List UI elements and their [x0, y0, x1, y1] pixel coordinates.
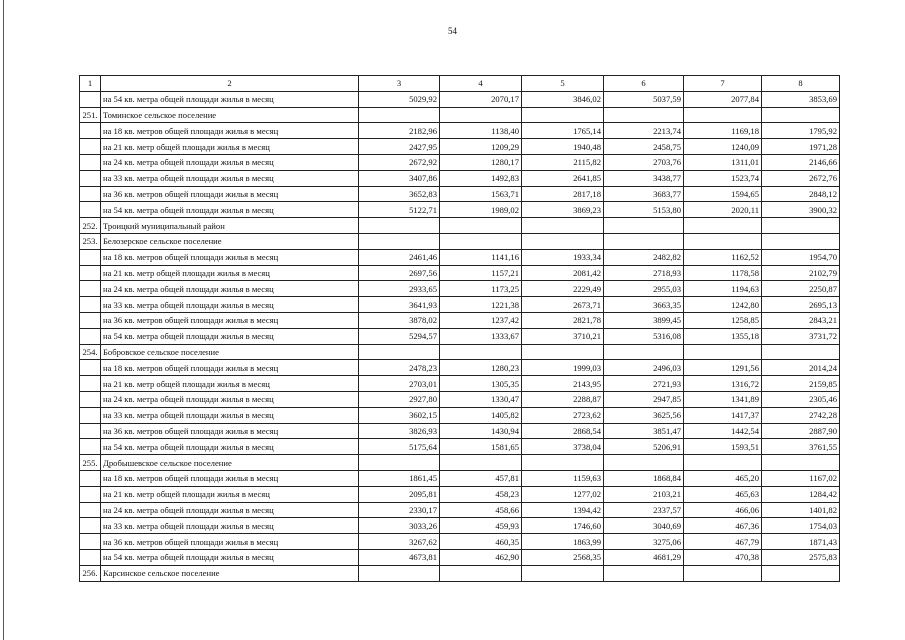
section-title: Троицкий муниципальный район: [101, 218, 359, 234]
value-cell: 1563,71: [440, 186, 522, 202]
value-cell: 3846,02: [522, 91, 604, 107]
row-index: 251.: [80, 107, 101, 123]
value-cell: 2146,66: [762, 154, 840, 170]
value-cell: 1209,29: [440, 139, 522, 155]
value-cell: 3663,35: [604, 297, 684, 313]
value-cell: 1754,03: [762, 518, 840, 534]
value-cell: 3761,55: [762, 439, 840, 455]
value-cell: 1277,02: [522, 486, 604, 502]
value-cell: 1523,74: [684, 170, 762, 186]
table-row: [80, 423, 840, 439]
column-number: 2: [101, 76, 359, 92]
column-number: 1: [80, 76, 101, 92]
row-index: [80, 486, 101, 502]
row-label: на 18 кв. метров общей площади жилья в месяц: [101, 249, 359, 265]
table-row: [80, 391, 840, 407]
section-title: Белозерское сельское поселение: [101, 233, 359, 249]
value-cell: 2695,13: [762, 297, 840, 313]
value-cell: 1746,60: [522, 518, 604, 534]
empty-cell: [604, 565, 684, 581]
empty-cell: [359, 233, 440, 249]
value-cell: 2081,42: [522, 265, 604, 281]
table-row: [80, 281, 840, 297]
value-cell: 1167,02: [762, 470, 840, 486]
value-cell: 1492,83: [440, 170, 522, 186]
value-cell: 1305,35: [440, 376, 522, 392]
section-row: [80, 107, 840, 123]
empty-cell: [604, 344, 684, 360]
value-cell: 3853,69: [762, 91, 840, 107]
value-cell: 465,63: [684, 486, 762, 502]
row-label: на 54 кв. метра общей площади жилья в месяц: [101, 439, 359, 455]
value-cell: 3625,56: [604, 407, 684, 423]
row-index: [80, 376, 101, 392]
value-cell: 2070,17: [440, 91, 522, 107]
value-cell: 458,66: [440, 502, 522, 518]
column-number: 7: [684, 76, 762, 92]
table-row: [80, 518, 840, 534]
row-index: [80, 391, 101, 407]
value-cell: 1330,47: [440, 391, 522, 407]
value-cell: 1401,82: [762, 502, 840, 518]
empty-cell: [440, 107, 522, 123]
empty-cell: [440, 455, 522, 471]
value-cell: 2229,49: [522, 281, 604, 297]
value-cell: 1861,45: [359, 470, 440, 486]
table-row: [80, 376, 840, 392]
value-cell: 1933,34: [522, 249, 604, 265]
column-number: 8: [762, 76, 840, 92]
empty-cell: [440, 565, 522, 581]
value-cell: 1311,01: [684, 154, 762, 170]
row-label: на 24 кв. метра общей площади жилья в месяц: [101, 154, 359, 170]
value-cell: 1162,52: [684, 249, 762, 265]
row-label: на 21 кв. метр общей площади жилья в месяц: [101, 265, 359, 281]
row-label: на 18 кв. метров общей площади жилья в месяц: [101, 360, 359, 376]
value-cell: 1999,03: [522, 360, 604, 376]
value-cell: 2821,78: [522, 312, 604, 328]
value-cell: 459,93: [440, 518, 522, 534]
value-cell: 1940,48: [522, 139, 604, 155]
page-left-border: [3, 0, 4, 640]
value-cell: 3602,15: [359, 407, 440, 423]
row-label: на 54 кв. метра общей площади жилья в месяц: [101, 202, 359, 218]
value-cell: 1237,42: [440, 312, 522, 328]
value-cell: 1333,67: [440, 328, 522, 344]
row-label: на 24 кв. метра общей площади жилья в месяц: [101, 281, 359, 297]
value-cell: 3641,93: [359, 297, 440, 313]
value-cell: 1394,42: [522, 502, 604, 518]
row-index: [80, 123, 101, 139]
row-index: 253.: [80, 233, 101, 249]
value-cell: 3731,72: [762, 328, 840, 344]
row-index: [80, 154, 101, 170]
value-cell: 470,38: [684, 549, 762, 565]
value-cell: 2250,87: [762, 281, 840, 297]
value-cell: 3851,47: [604, 423, 684, 439]
value-cell: 3878,02: [359, 312, 440, 328]
value-cell: 467,36: [684, 518, 762, 534]
value-cell: 3899,45: [604, 312, 684, 328]
value-cell: 2742,28: [762, 407, 840, 423]
value-cell: 2672,76: [762, 170, 840, 186]
value-cell: 2478,23: [359, 360, 440, 376]
value-cell: 2568,35: [522, 549, 604, 565]
value-cell: 1138,40: [440, 123, 522, 139]
row-index: 252.: [80, 218, 101, 234]
row-index: [80, 439, 101, 455]
value-cell: 2288,87: [522, 391, 604, 407]
value-cell: 5175,64: [359, 439, 440, 455]
table-row: [80, 502, 840, 518]
section-title: Карсинское сельское поселение: [101, 565, 359, 581]
row-index: [80, 139, 101, 155]
row-label: на 33 кв. метра общей площади жилья в месяц: [101, 407, 359, 423]
value-cell: 5206,91: [604, 439, 684, 455]
value-cell: 2182,96: [359, 123, 440, 139]
value-cell: 3407,86: [359, 170, 440, 186]
column-number: 3: [359, 76, 440, 92]
table-row: [80, 249, 840, 265]
row-label: на 33 кв. метра общей площади жилья в месяц: [101, 170, 359, 186]
value-cell: 1280,23: [440, 360, 522, 376]
tariff-table: [79, 75, 840, 582]
value-cell: 466,06: [684, 502, 762, 518]
value-cell: 2482,82: [604, 249, 684, 265]
table-row: [80, 170, 840, 186]
empty-cell: [522, 455, 604, 471]
table-row: [80, 186, 840, 202]
row-index: 254.: [80, 344, 101, 360]
value-cell: 4681,29: [604, 549, 684, 565]
table-row: [80, 328, 840, 344]
value-cell: 5029,92: [359, 91, 440, 107]
table-row: [80, 123, 840, 139]
value-cell: 2458,75: [604, 139, 684, 155]
value-cell: 2103,21: [604, 486, 684, 502]
row-index: [80, 170, 101, 186]
value-cell: 2020,11: [684, 202, 762, 218]
value-cell: 4673,81: [359, 549, 440, 565]
value-cell: 458,23: [440, 486, 522, 502]
row-index: [80, 534, 101, 550]
row-label: на 18 кв. метров общей площади жилья в месяц: [101, 470, 359, 486]
value-cell: 2077,84: [684, 91, 762, 107]
section-row: [80, 344, 840, 360]
value-cell: 1221,38: [440, 297, 522, 313]
value-cell: 2703,76: [604, 154, 684, 170]
empty-cell: [604, 107, 684, 123]
row-label: на 21 кв. метр общей площади жилья в месяц: [101, 486, 359, 502]
row-index: [80, 312, 101, 328]
value-cell: 1194,63: [684, 281, 762, 297]
value-cell: 2337,57: [604, 502, 684, 518]
value-cell: 465,20: [684, 470, 762, 486]
row-label: на 54 кв. метра общей площади жилья в месяц: [101, 328, 359, 344]
value-cell: 5122,71: [359, 202, 440, 218]
row-index: [80, 423, 101, 439]
row-label: на 36 кв. метров общей площади жилья в месяц: [101, 186, 359, 202]
row-label: на 54 кв. метра общей площади жилья в месяц: [101, 549, 359, 565]
row-label: на 36 кв. метров общей площади жилья в месяц: [101, 534, 359, 550]
empty-cell: [762, 565, 840, 581]
section-row: [80, 218, 840, 234]
value-cell: 2102,79: [762, 265, 840, 281]
value-cell: 1141,16: [440, 249, 522, 265]
value-cell: 2496,03: [604, 360, 684, 376]
value-cell: 2427,95: [359, 139, 440, 155]
column-number: 5: [522, 76, 604, 92]
value-cell: 2095,81: [359, 486, 440, 502]
empty-cell: [522, 218, 604, 234]
value-cell: 457,81: [440, 470, 522, 486]
value-cell: 460,35: [440, 534, 522, 550]
value-cell: 1173,25: [440, 281, 522, 297]
value-cell: 1280,17: [440, 154, 522, 170]
row-index: [80, 265, 101, 281]
row-index: [80, 91, 101, 107]
table-row: [80, 297, 840, 313]
value-cell: 2575,83: [762, 549, 840, 565]
empty-cell: [359, 344, 440, 360]
value-cell: 3900,32: [762, 202, 840, 218]
value-cell: 1159,63: [522, 470, 604, 486]
table-row: [80, 154, 840, 170]
empty-cell: [522, 107, 604, 123]
value-cell: 2721,93: [604, 376, 684, 392]
value-cell: 3267,62: [359, 534, 440, 550]
section-row: [80, 565, 840, 581]
column-number: 4: [440, 76, 522, 92]
value-cell: 462,90: [440, 549, 522, 565]
empty-cell: [359, 455, 440, 471]
value-cell: 2947,85: [604, 391, 684, 407]
empty-cell: [440, 218, 522, 234]
empty-cell: [684, 455, 762, 471]
value-cell: 3710,21: [522, 328, 604, 344]
empty-cell: [359, 565, 440, 581]
value-cell: 2330,17: [359, 502, 440, 518]
empty-cell: [359, 107, 440, 123]
table-row: [80, 470, 840, 486]
table-row: [80, 549, 840, 565]
section-title: Томинское сельское поселение: [101, 107, 359, 123]
row-index: [80, 502, 101, 518]
row-label: на 18 кв. метров общей площади жилья в месяц: [101, 123, 359, 139]
table-row: [80, 439, 840, 455]
value-cell: 1795,92: [762, 123, 840, 139]
row-index: [80, 407, 101, 423]
value-cell: 2933,65: [359, 281, 440, 297]
value-cell: 1242,80: [684, 297, 762, 313]
value-cell: 1593,51: [684, 439, 762, 455]
empty-cell: [762, 344, 840, 360]
value-cell: 1871,43: [762, 534, 840, 550]
value-cell: 2213,74: [604, 123, 684, 139]
value-cell: 1863,99: [522, 534, 604, 550]
row-label: на 33 кв. метра общей площади жилья в месяц: [101, 518, 359, 534]
empty-cell: [762, 233, 840, 249]
table-row: [80, 312, 840, 328]
value-cell: 2848,12: [762, 186, 840, 202]
value-cell: 1765,14: [522, 123, 604, 139]
value-cell: 2115,82: [522, 154, 604, 170]
page-number: 54: [448, 26, 457, 36]
row-index: [80, 249, 101, 265]
table-row: [80, 202, 840, 218]
value-cell: 3826,93: [359, 423, 440, 439]
table-body: [80, 76, 840, 582]
value-cell: 5037,59: [604, 91, 684, 107]
value-cell: 3869,23: [522, 202, 604, 218]
value-cell: 2955,03: [604, 281, 684, 297]
row-index: 255.: [80, 455, 101, 471]
value-cell: 2887,90: [762, 423, 840, 439]
value-cell: 1971,28: [762, 139, 840, 155]
row-index: [80, 297, 101, 313]
row-label: на 54 кв. метра общей площади жилья в месяц: [101, 91, 359, 107]
value-cell: 2461,46: [359, 249, 440, 265]
value-cell: 5153,80: [604, 202, 684, 218]
section-title: Дробышевское сельское поселение: [101, 455, 359, 471]
row-index: [80, 470, 101, 486]
value-cell: 1594,65: [684, 186, 762, 202]
row-index: [80, 281, 101, 297]
value-cell: 1989,02: [440, 202, 522, 218]
value-cell: 2718,93: [604, 265, 684, 281]
empty-cell: [762, 218, 840, 234]
table-row: [80, 139, 840, 155]
empty-cell: [522, 344, 604, 360]
table-row: [80, 360, 840, 376]
value-cell: 5316,08: [604, 328, 684, 344]
value-cell: 467,79: [684, 534, 762, 550]
table-row: [80, 265, 840, 281]
empty-cell: [440, 233, 522, 249]
row-label: на 36 кв. метров общей площади жилья в месяц: [101, 423, 359, 439]
row-index: [80, 328, 101, 344]
value-cell: 1157,21: [440, 265, 522, 281]
section-row: [80, 233, 840, 249]
value-cell: 2697,56: [359, 265, 440, 281]
row-index: 256.: [80, 565, 101, 581]
empty-cell: [604, 455, 684, 471]
value-cell: 2305,46: [762, 391, 840, 407]
value-cell: 1284,42: [762, 486, 840, 502]
column-number: 6: [604, 76, 684, 92]
value-cell: 1341,89: [684, 391, 762, 407]
value-cell: 3652,83: [359, 186, 440, 202]
section-row: [80, 455, 840, 471]
row-label: на 21 кв. метр общей площади жилья в месяц: [101, 139, 359, 155]
value-cell: 3275,06: [604, 534, 684, 550]
value-cell: 3738,04: [522, 439, 604, 455]
value-cell: 2723,62: [522, 407, 604, 423]
empty-cell: [684, 344, 762, 360]
value-cell: 2927,80: [359, 391, 440, 407]
value-cell: 2159,85: [762, 376, 840, 392]
value-cell: 2641,85: [522, 170, 604, 186]
value-cell: 3438,77: [604, 170, 684, 186]
row-index: [80, 186, 101, 202]
value-cell: 1954,70: [762, 249, 840, 265]
column-number-row: [80, 76, 840, 92]
row-label: на 24 кв. метра общей площади жилья в месяц: [101, 391, 359, 407]
value-cell: 1258,85: [684, 312, 762, 328]
value-cell: 2817,18: [522, 186, 604, 202]
table-row: [80, 407, 840, 423]
value-cell: 2843,21: [762, 312, 840, 328]
empty-cell: [604, 218, 684, 234]
empty-cell: [684, 233, 762, 249]
value-cell: 1169,18: [684, 123, 762, 139]
table-row: [80, 91, 840, 107]
empty-cell: [522, 233, 604, 249]
value-cell: 1291,56: [684, 360, 762, 376]
row-label: на 24 кв. метра общей площади жилья в месяц: [101, 502, 359, 518]
row-label: на 33 кв. метра общей площади жилья в месяц: [101, 297, 359, 313]
value-cell: 1240,09: [684, 139, 762, 155]
value-cell: 1355,18: [684, 328, 762, 344]
empty-cell: [359, 218, 440, 234]
empty-cell: [522, 565, 604, 581]
value-cell: 3040,69: [604, 518, 684, 534]
value-cell: 2868,54: [522, 423, 604, 439]
value-cell: 1178,58: [684, 265, 762, 281]
row-index: [80, 549, 101, 565]
empty-cell: [604, 233, 684, 249]
value-cell: 1430,94: [440, 423, 522, 439]
value-cell: 5294,57: [359, 328, 440, 344]
row-label: на 21 кв. метр общей площади жилья в месяц: [101, 376, 359, 392]
value-cell: 3683,77: [604, 186, 684, 202]
table-row: [80, 486, 840, 502]
value-cell: 1417,37: [684, 407, 762, 423]
value-cell: 1868,84: [604, 470, 684, 486]
row-label: на 36 кв. метров общей площади жилья в месяц: [101, 312, 359, 328]
value-cell: 2143,95: [522, 376, 604, 392]
row-index: [80, 360, 101, 376]
empty-cell: [684, 218, 762, 234]
value-cell: 1442,54: [684, 423, 762, 439]
value-cell: 1581,65: [440, 439, 522, 455]
empty-cell: [684, 107, 762, 123]
value-cell: 1405,82: [440, 407, 522, 423]
row-index: [80, 518, 101, 534]
empty-cell: [762, 107, 840, 123]
value-cell: 3033,26: [359, 518, 440, 534]
section-title: Бобровское сельское поселение: [101, 344, 359, 360]
value-cell: 2703,01: [359, 376, 440, 392]
table-row: [80, 534, 840, 550]
value-cell: 2672,92: [359, 154, 440, 170]
value-cell: 2014,24: [762, 360, 840, 376]
row-index: [80, 202, 101, 218]
value-cell: 1316,72: [684, 376, 762, 392]
empty-cell: [762, 455, 840, 471]
empty-cell: [684, 565, 762, 581]
empty-cell: [440, 344, 522, 360]
value-cell: 2673,71: [522, 297, 604, 313]
